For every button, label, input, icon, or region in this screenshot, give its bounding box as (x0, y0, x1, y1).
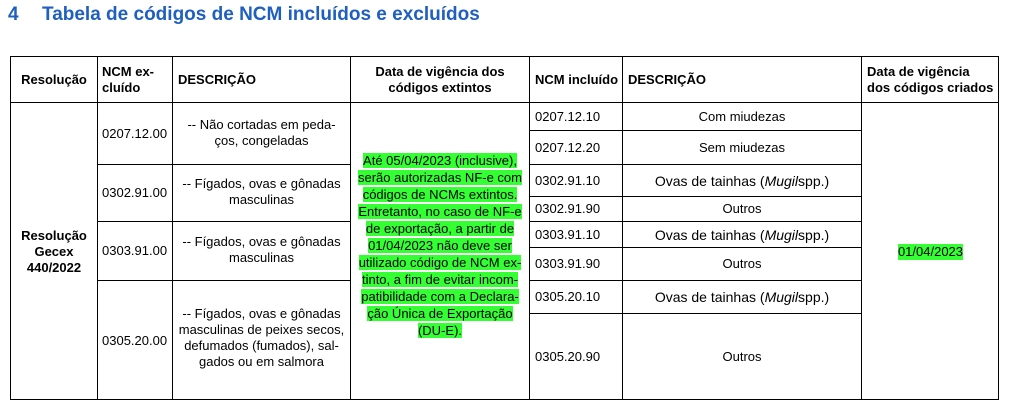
ncm-incluido-7: 0305.20.10 (535, 289, 601, 304)
descricao-excluido-3: -- Fígados, ovas e gônadas masculinas (182, 234, 341, 265)
descricao-incluido-7: Ovas de tainhas (Mugilspp.) (654, 289, 830, 305)
descricao-incluido-6: Outros (722, 256, 762, 271)
descricao-incluido-4: Outros (722, 201, 762, 216)
descricao-excluido-1: -- Não cortadas em peda- ços, congeladas (187, 117, 336, 148)
header-vigencia-extintos: Data de vigência dos códigos extintos (375, 64, 505, 95)
vigencia-criados-cell (862, 103, 999, 400)
header-descricao-incluido: DESCRIÇÃO (628, 71, 707, 87)
section-number: 4 (8, 4, 19, 25)
ncm-incluido-4: 0302.91.90 (535, 201, 601, 216)
ncm-excluido-2: 0302.91.00 (102, 185, 168, 200)
descricao-excluido-4: -- Fígados, ovas e gônadas masculinas de peixes secos, defumados (fumados), sal- gados ou em salmora (178, 306, 345, 369)
ncm-incluido-5: 0303.91.10 (535, 226, 601, 242)
section-title (8, 4, 480, 26)
header-ncm-excluido: NCM ex- cluído (102, 64, 155, 95)
descricao-incluido-8: Outros (722, 349, 762, 364)
ncm-incluido-2: 0207.12.20 (535, 139, 601, 155)
ncm-incluido-6: 0303.91.90 (535, 256, 601, 271)
ncm-incluido-3: 0302.91.10 (535, 172, 601, 188)
descricao-incluido-3: Ovas de tainhas (Mugilspp.) (654, 172, 830, 189)
ncm-excluido-4: 0305.20.00 (102, 332, 168, 348)
ncm-incluido-8: 0305.20.90 (535, 349, 601, 364)
vigencia-extintos-text: Até 05/04/2023 (inclusive), serão autorizadas NF-e com códigos de NCMs extintos. Entretanto, no caso de NF-e de exportação, a partir de 01/04/2023 não deve ser utilizado código de NCM ex- tinto, a fim de evitar incom- patibilidade com a Declara- ção Única de Exportação (DU-E). (357, 153, 522, 338)
ncm-incluido-1: 0207.12.10 (535, 108, 601, 124)
header-descricao-excluido: DESCRIÇÃO (178, 71, 257, 87)
header-vigencia-criados: Data de vigência dos códigos criados (867, 64, 994, 95)
resolucao-cell: Resolução Gecex 440/2022 (21, 227, 87, 275)
descricao-incluido-5: Ovas de tainhas (Mugilspp.) (654, 226, 830, 243)
section-title-text: Tabela de códigos de NCM incluídos e excluídos (42, 4, 480, 25)
ncm-excluido-1: 0207.12.00 (102, 125, 168, 141)
header-resolucao: Resolução (21, 71, 87, 87)
header-ncm-incluido: NCM incluído (535, 71, 619, 87)
descricao-incluido-2: Sem miudezas (699, 139, 785, 155)
descricao-incluido-1: Com miudezas (698, 108, 786, 124)
descricao-excluido-2: -- Fígados, ovas e gônadas masculinas (182, 176, 341, 207)
vigencia-criados-date: 01/04/2023 (897, 243, 964, 259)
ncm-excluido-3: 0303.91.00 (102, 243, 168, 258)
